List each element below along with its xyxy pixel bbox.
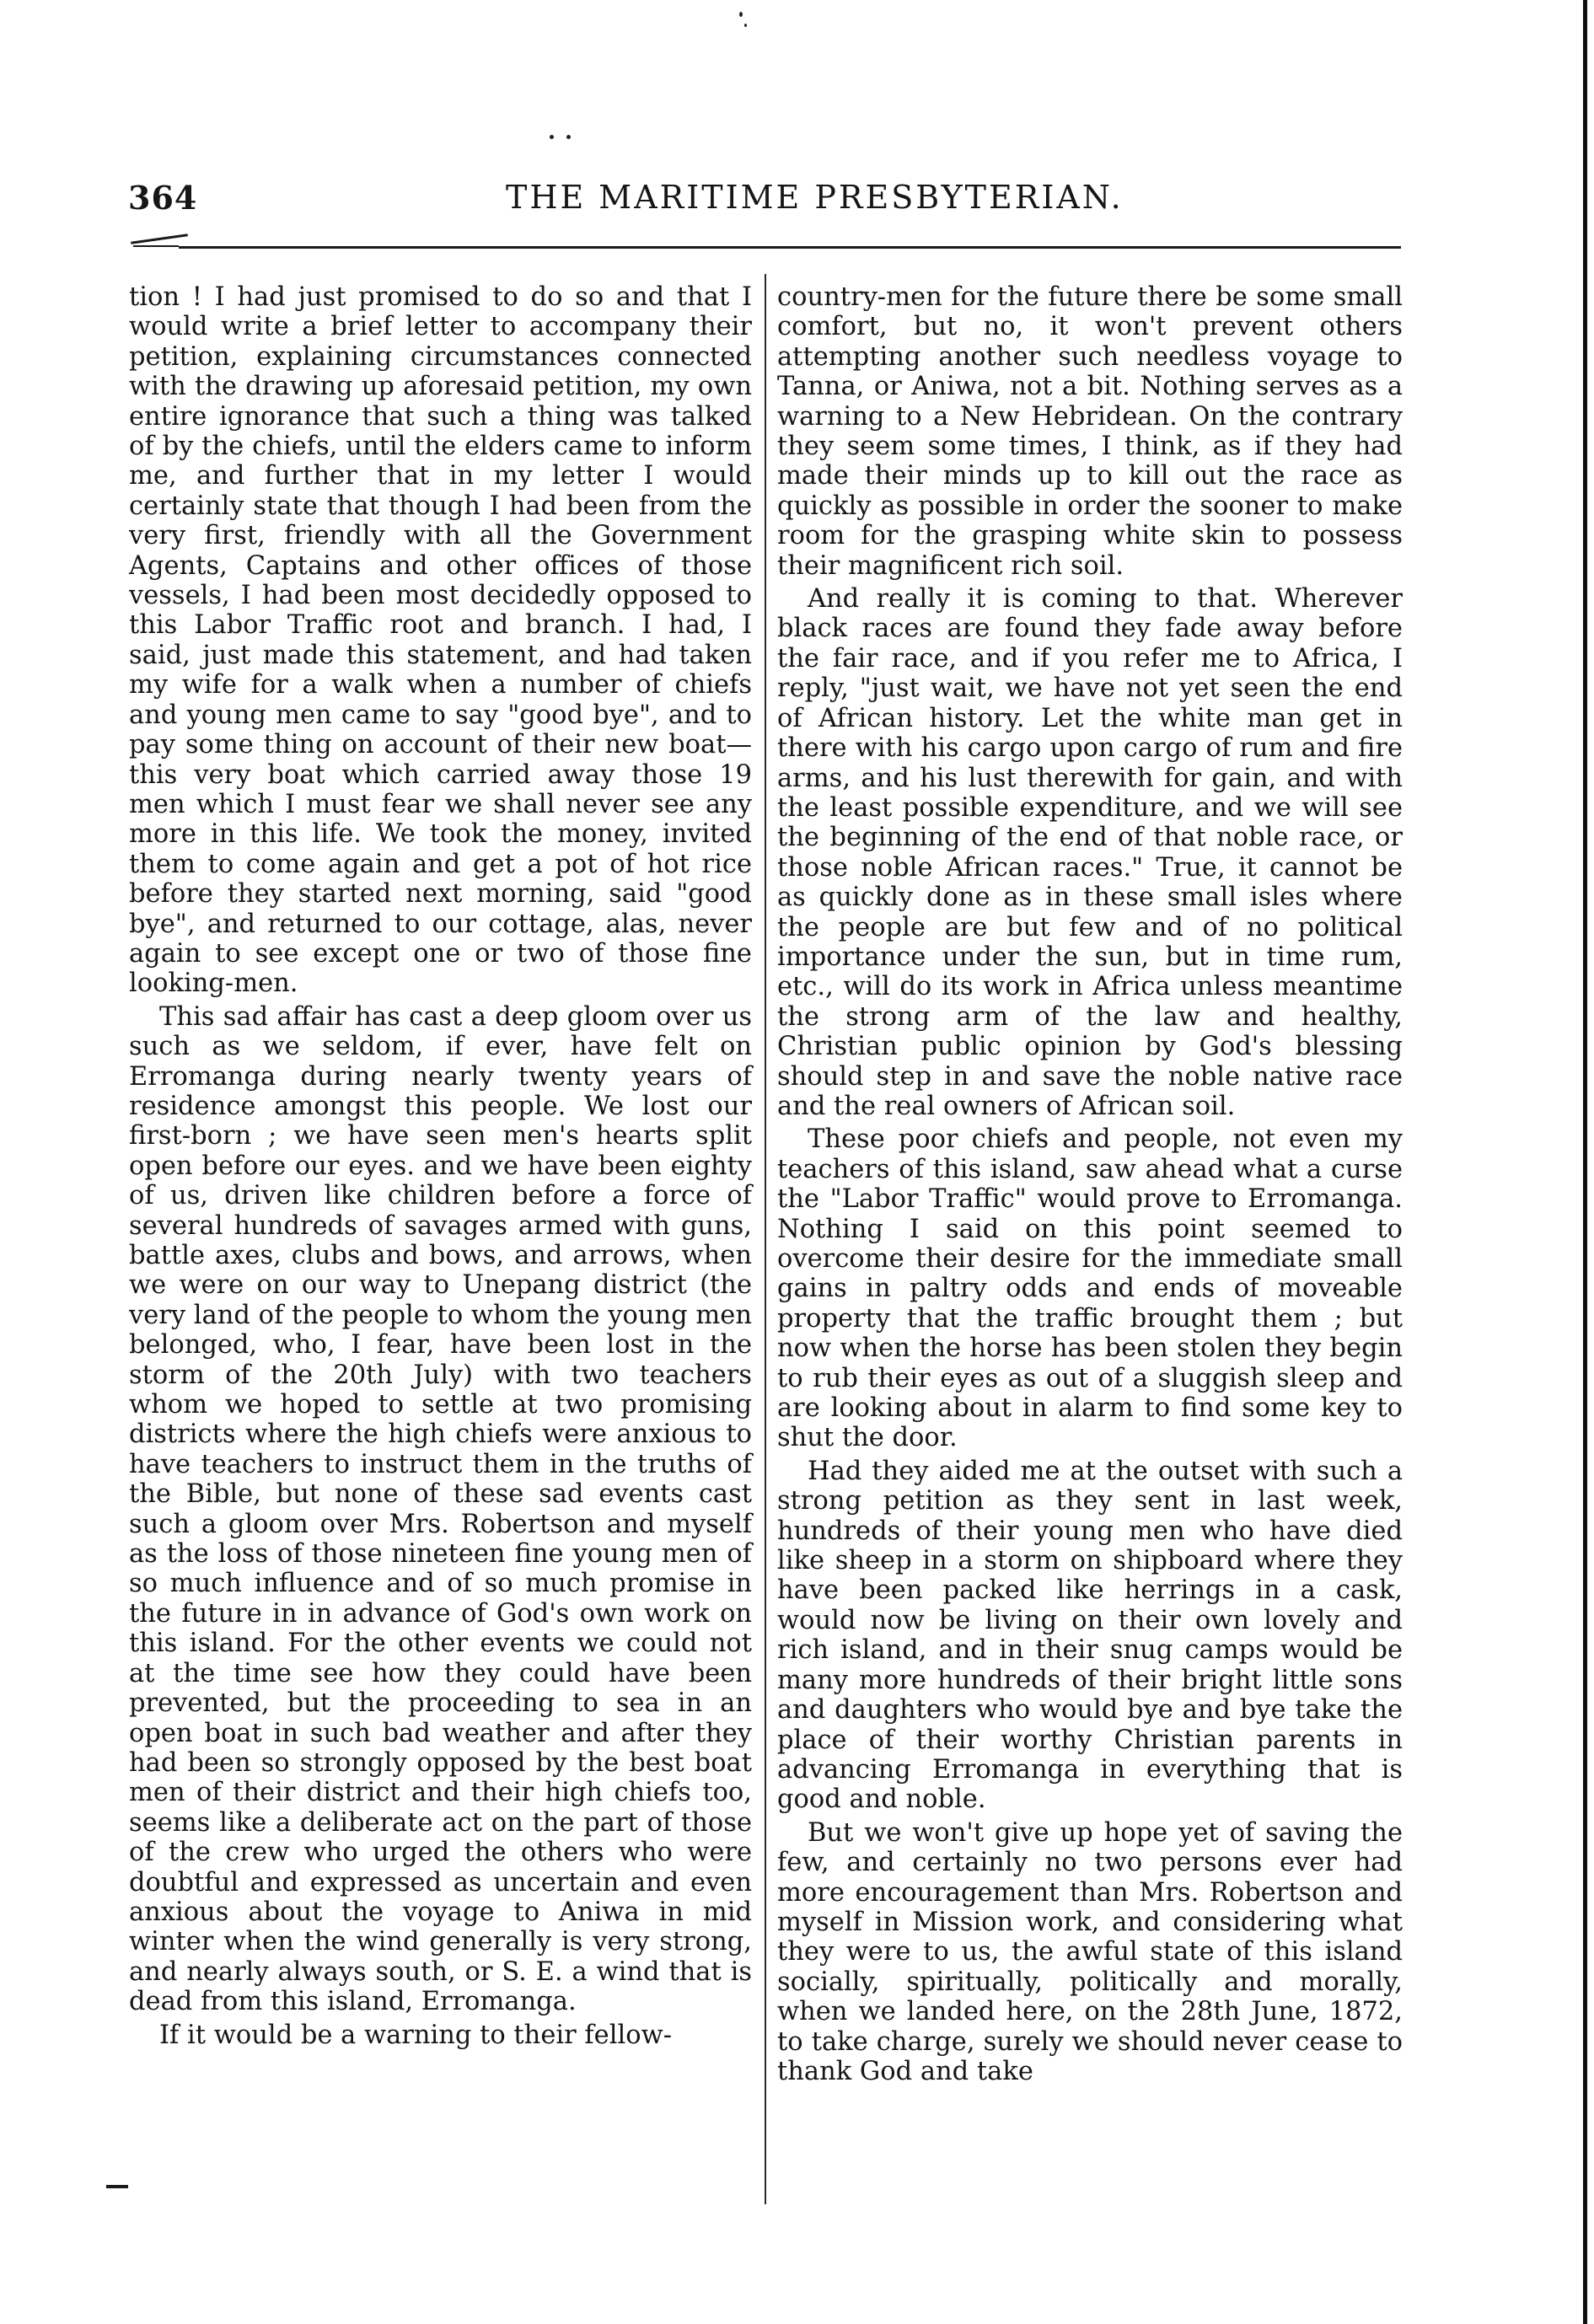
scan-speck	[739, 12, 743, 17]
header-flourish	[131, 233, 188, 244]
paragraph: This sad affair has cast a deep gloom over us such as we seldom, if ever, have felt on Erromanga during nearly twenty years of residence amongst this people. We lost our first-born ; we have seen men's hearts split open before our eyes. and we have been eighty of us, driven like children before a force of several hundreds of savages armed with guns, battle axes, clubs and bows, and arrows, when we were on our way to Unepang district (the very land of the people to whom the young men belonged, who, I fear, have been lost in the storm of the 20th July) with two teachers whom we hoped to settle at two promising districts where the high chiefs were anxious to have teachers to instruct them in the truths of the Bible, but none of these sad events cast such a gloom over Mrs. Robertson and myself as the loss of those nineteen fine young men of so much influence and of so much promise in the future in in advance of God's own work on this island. For the other events we could not at the time see how they could have been prevented, but the proceeding to sea in an open boat in such bad weather and after they had been so strongly opposed by the best boat men of their district and their high chiefs too, seems like a deliberate act on the part of those of the crew who urged the others who were doubtful and expressed as uncertain and even anxious about the voyage to Aniwa in mid winter when the wind generally is very strong, and nearly always south, or S. E. a wind that is dead from this island, Erromanga.	[129, 1001, 752, 2017]
paragraph: But we won't give up hope yet of saving the few, and certainly no two persons ever had more encouragement than Mrs. Robertson and myself in Mission work, and considering what they were to us, the awful state of this island socially, spiritually, politically and morally, when we landed here, on the 28th June, 1872, to take charge, surely we should never cease to thank God and take	[777, 1817, 1403, 2086]
scan-speck	[550, 135, 554, 139]
paragraph: country-men for the future there be some small comfort, but no, it won't prevent others attempting another such needless voyage to Tanna, or Aniwa, not a bit. Nothing serves as a warning to a New Hebridean. On the contrary they seem some times, I think, as if they had made their minds up to kill out the race as quickly as possible in order the sooner to make room for the grasping white skin to possess their magnificent rich soil.	[777, 282, 1403, 581]
paragraph: tion ! I had just promised to do so and that I would write a brief letter to accompany their petition, explaining circumstances connected with the drawing up aforesaid petition, my own entire ignorance that such a thing was talked of by the chiefs, until the elders came to inform me, and further that in my letter I would certainly state that though I had been from the very first, friendly with all the Government Agents, Captains and other offices of those vessels, I had been most decidedly opposed to this Labor Traffic root and branch. I had, I said, just made this statement, and had taken my wife for a walk when a number of chiefs and young men came to say "good bye", and to pay some thing on account of their new boat—this very boat which carried away those 19 men which I must fear we shall never see any more in this life. We took the money, invited them to come again and get a pot of hot rice before they started next morning, said "good bye", and returned to our cottage, alas, never again to see except one or two of those fine looking-men.	[129, 282, 752, 999]
scan-edge	[1583, 0, 1587, 2324]
scan-speck	[566, 135, 571, 139]
header-rule	[179, 246, 1401, 249]
right-column	[777, 282, 1403, 2086]
paragraph: Had they aided me at the outset with such a strong petition as they sent in last week, hundreds of their young men who have died like sheep in a storm on shipboard where they have been packed like herrings in a cask, would now be living on their own lovely and rich island, and in their snug camps would be many more hundreds of their bright little sons and daughters who would bye and bye take the place of their worthy Christian parents in advancing Erromanga in everything that is good and noble.	[777, 1456, 1403, 1815]
scan-speck	[744, 24, 747, 27]
paragraph: And really it is coming to that. Wherever black races are found they fade away before the fair race, and if you refer me to Africa, I reply, "just wait, we have not yet seen the end of African history. Let the white man get in there with his cargo upon cargo of rum and fire arms, and his lust therewith for gain, and with the least possible expenditure, and we will see the beginning of the end of that noble race, or those noble African races." True, it cannot be as quickly done as in these small isles where the people are but few and of no political importance under the sun, but in time rum, etc., will do its work in Africa unless meantime the strong arm of the law and healthy, Christian public opinion by God's blessing should step in and save the noble native race and the real owners of African soil.	[777, 584, 1403, 1121]
column-separator	[765, 274, 766, 2204]
header-flourish	[133, 245, 179, 247]
paragraph: If it would be a warning to their fellow-	[159, 2020, 673, 2050]
left-column	[129, 282, 752, 2050]
page-number: 364	[128, 179, 198, 217]
paragraph: These poor chiefs and people, not even my teachers of this island, saw ahead what a curse the "Labor Traffic" would prove to Erromanga. Nothing I said on this point seemed to overcome their desire for the immediate small gains in paltry odds and ends of moveable property that the traffic brought them ; but now when the horse has been stolen they begin to rub their eyes as out of a sluggish sleep and are looking about in alarm to find some key to shut the door.	[777, 1124, 1403, 1453]
margin-mark	[106, 2185, 128, 2188]
running-title: THE MARITIME PRESBYTERIAN.	[506, 179, 1124, 216]
